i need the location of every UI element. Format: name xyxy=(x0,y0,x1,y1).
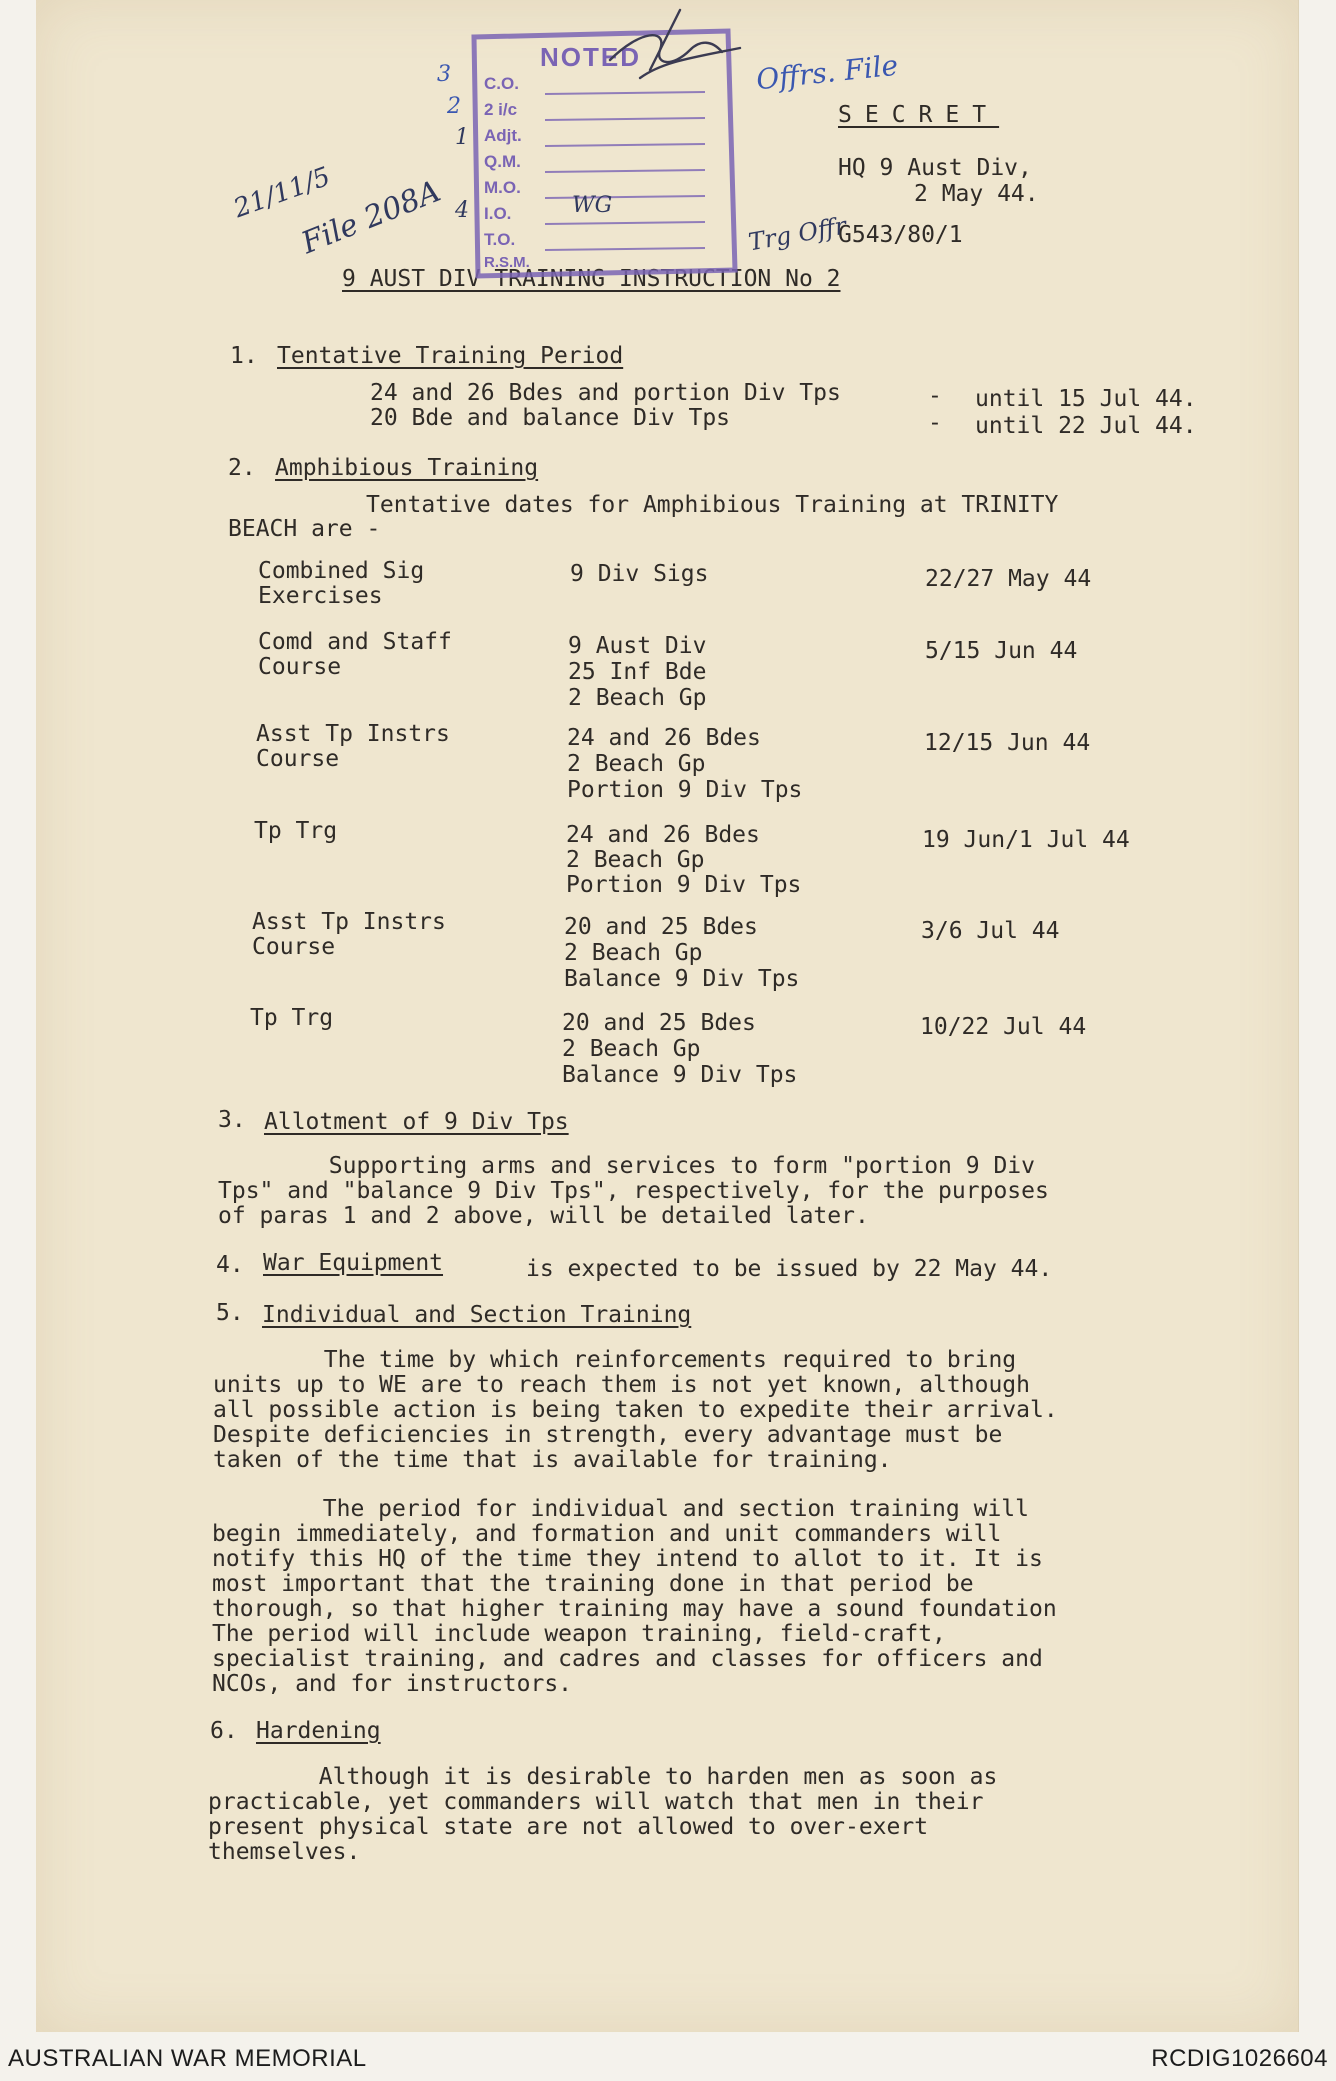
units-cell: Balance 9 Div Tps xyxy=(562,1062,798,1088)
handwritten-hq-note: Trg Offr xyxy=(746,211,849,257)
section-heading: Amphibious Training xyxy=(275,455,539,481)
body-line: most important that the training done in that period be xyxy=(212,1571,974,1597)
body-line: all possible action is being taken to expedite their arrival. xyxy=(213,1397,1058,1423)
footer-archive: AUSTRALIAN WAR MEMORIAL xyxy=(8,2045,367,2072)
units-cell: 2 Beach Gp xyxy=(567,751,706,777)
footer-id: RCDIG1026604 xyxy=(1151,2045,1328,2072)
handwritten-file-note: File 208A xyxy=(296,173,446,262)
body-line: specialist training, and cadres and classes for officers and xyxy=(212,1646,1043,1672)
period-dash: - xyxy=(928,383,942,409)
section-number: 2. xyxy=(228,455,256,481)
stamp-row: Adjt. xyxy=(484,126,522,145)
course-cell: Tp Trg xyxy=(254,818,338,844)
section-heading: War Equipment xyxy=(263,1250,444,1276)
stamp-row: M.O. xyxy=(484,178,521,197)
stamp-row: C.O. xyxy=(484,74,519,93)
course-cell: Course xyxy=(256,746,340,772)
units-cell: 9 Div Sigs xyxy=(570,561,709,587)
handwritten-number: 2 xyxy=(447,94,461,119)
units-cell: 20 and 25 Bdes xyxy=(564,914,758,940)
handwritten-offrs-file: Offrs. File xyxy=(754,48,900,97)
body-line: begin immediately, and formation and unit commanders will xyxy=(212,1521,1002,1547)
document-title: 9 AUST DIV TRAINING INSTRUCTION No 2 xyxy=(342,266,841,292)
stamp-row: Q.M. xyxy=(484,152,521,171)
units-cell: 25 Inf Bde xyxy=(568,659,707,685)
body-line: Despite deficiencies in strength, every advantage must be xyxy=(213,1422,1003,1448)
dates-cell: 12/15 Jun 44 xyxy=(924,730,1091,756)
body-line: is expected to be issued by 22 May 44. xyxy=(526,1256,1053,1282)
course-cell: Asst Tp Instrs xyxy=(252,909,446,935)
stamp-row: 2 i/c xyxy=(484,100,518,119)
body-line: of paras 1 and 2 above, will be detailed later. xyxy=(218,1203,869,1229)
period-until: until 22 Jul 44. xyxy=(975,413,1197,439)
units-cell: 20 and 25 Bdes xyxy=(562,1010,756,1036)
section-number: 5. xyxy=(216,1300,244,1326)
dates-cell: 5/15 Jun 44 xyxy=(925,638,1078,664)
body-line: The period will include weapon training, field-craft, xyxy=(212,1621,946,1647)
course-cell: Comd and Staff xyxy=(258,629,452,655)
units-cell: Balance 9 Div Tps xyxy=(564,966,800,992)
body-line: themselves. xyxy=(208,1839,361,1865)
period-text: 20 Bde and balance Div Tps xyxy=(370,405,731,431)
period-dash: - xyxy=(928,410,942,436)
units-cell: 24 and 26 Bdes xyxy=(566,822,760,848)
date-line: 2 May 44. xyxy=(914,181,1039,207)
units-cell: 9 Aust Div xyxy=(568,633,707,659)
course-cell: Course xyxy=(258,654,342,680)
amphib-intro: Tentative dates for Amphibious Training at TRINITY xyxy=(366,492,1059,518)
stamp-row: R.S.M. xyxy=(484,254,530,271)
body-line: taken of the time that is available for training. xyxy=(213,1447,892,1473)
body-line: Tps" and "balance 9 Div Tps", respectively, for the purposes xyxy=(218,1178,1049,1204)
course-cell: Asst Tp Instrs xyxy=(256,721,450,747)
body-line: thorough, so that higher training may have a sound foundation xyxy=(212,1596,1057,1622)
units-cell: Portion 9 Div Tps xyxy=(566,872,802,898)
section-number: 1. xyxy=(230,343,258,369)
section-heading: Tentative Training Period xyxy=(277,343,624,369)
body-line: Supporting arms and services to form "portion 9 Div xyxy=(218,1153,1035,1179)
stamp-row: I.O. xyxy=(484,204,512,223)
section-heading: Allotment of 9 Div Tps xyxy=(264,1109,569,1135)
body-line: present physical state are not allowed to over-exert xyxy=(208,1814,929,1840)
period-text: 24 and 26 Bdes and portion Div Tps xyxy=(370,380,841,406)
section-heading: Hardening xyxy=(256,1718,381,1744)
units-cell: 24 and 26 Bdes xyxy=(567,725,761,751)
units-cell: 2 Beach Gp xyxy=(566,847,705,873)
stamp-initials: WG xyxy=(572,193,613,218)
handwritten-date: 21/11/5 xyxy=(229,161,335,225)
handwritten-number: 4 xyxy=(455,198,469,223)
section-number: 6. xyxy=(210,1718,238,1744)
section-heading: Individual and Section Training xyxy=(262,1302,692,1328)
section-number: 3. xyxy=(218,1107,246,1133)
stamp-row: T.O. xyxy=(484,230,516,249)
course-cell: Course xyxy=(252,934,336,960)
period-until: until 15 Jul 44. xyxy=(975,386,1197,412)
units-cell: 2 Beach Gp xyxy=(562,1036,701,1062)
dates-cell: 22/27 May 44 xyxy=(925,566,1092,592)
body-line: The period for individual and section training will xyxy=(212,1496,1029,1522)
course-cell: Combined Sig xyxy=(258,558,425,584)
section-number: 4. xyxy=(216,1252,244,1278)
body-line: practicable, yet commanders will watch that men in their xyxy=(208,1789,984,1815)
body-line: NCOs, and for instructors. xyxy=(212,1671,573,1697)
stamp-label: NOTED xyxy=(540,42,641,72)
units-cell: Portion 9 Div Tps xyxy=(567,777,803,803)
amphib-intro: BEACH are - xyxy=(228,516,381,542)
handwritten-number: 1 xyxy=(455,125,469,150)
course-cell: Tp Trg xyxy=(250,1005,334,1031)
classification: SECRET xyxy=(838,102,1000,128)
handwritten-number: 3 xyxy=(437,62,451,87)
dates-cell: 19 Jun/1 Jul 44 xyxy=(922,827,1130,853)
body-line: Although it is desirable to harden men as soon as xyxy=(208,1764,998,1790)
units-cell: 2 Beach Gp xyxy=(568,685,707,711)
course-cell: Exercises xyxy=(258,583,383,609)
hq-line: HQ 9 Aust Div, xyxy=(838,155,1032,181)
body-line: notify this HQ of the time they intend to allot to it. It is xyxy=(212,1546,1043,1572)
dates-cell: 3/6 Jul 44 xyxy=(921,918,1060,944)
dates-cell: 10/22 Jul 44 xyxy=(920,1014,1087,1040)
body-line: The time by which reinforcements required to bring xyxy=(213,1347,1017,1373)
units-cell: 2 Beach Gp xyxy=(564,940,703,966)
body-line: units up to WE are to reach them is not yet known, although xyxy=(213,1372,1030,1398)
file-reference: G543/80/1 xyxy=(838,222,963,248)
